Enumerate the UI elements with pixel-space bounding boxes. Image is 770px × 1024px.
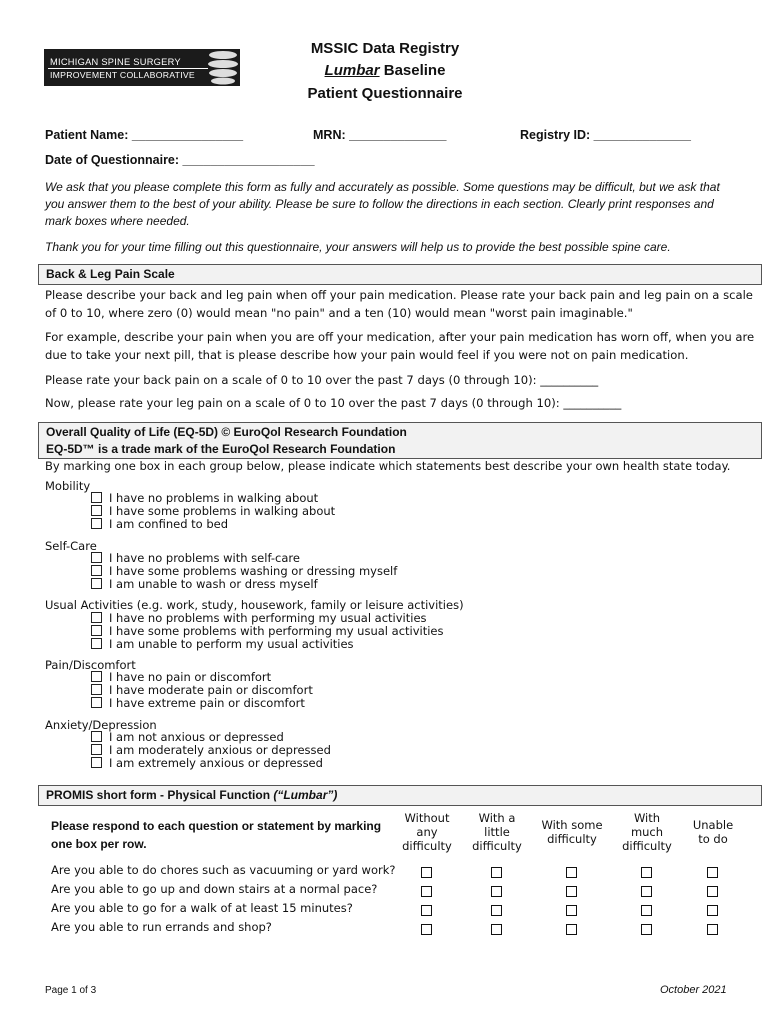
q2-unable-checkbox[interactable] [707, 886, 718, 897]
q4-without-any-difficulty-checkbox[interactable] [421, 924, 432, 935]
title-line-1: MSSIC Data Registry [310, 40, 460, 57]
option-label: I have extreme pain or discomfort [109, 696, 305, 710]
promis-question-1: Are you able to do chores such as vacuuming or yard work? [51, 863, 396, 877]
anxiety-depression-option-3[interactable] [91, 757, 323, 770]
eq5d-section-header [38, 422, 762, 459]
column-with-a-little-difficulty: With a little difficulty [472, 811, 522, 853]
anxiety-depression-label: Anxiety/Depression [45, 718, 157, 732]
pain-section-header: Back & Leg Pain Scale [38, 264, 762, 285]
logo-line-2: IMPROVEMENT COLLABORATIVE [50, 70, 195, 80]
checkbox[interactable] [91, 731, 102, 742]
self-care-option-3[interactable] [91, 578, 318, 591]
q1-little-difficulty-checkbox[interactable] [491, 867, 502, 878]
title-baseline: Baseline [379, 62, 446, 79]
q1-unable-checkbox[interactable] [707, 867, 718, 878]
checkbox[interactable] [91, 671, 102, 682]
back-pain-rating-field[interactable]: Please rate your back pain on a scale of 0 to 10 over the past 7 days (0 through 10): __________ [45, 373, 599, 387]
q2-some-difficulty-checkbox[interactable] [566, 886, 577, 897]
option-label: I have no problems in walking about [109, 491, 319, 505]
option-label: I am confined to bed [109, 517, 229, 531]
checkbox[interactable] [91, 697, 102, 708]
logo-divider [48, 68, 208, 69]
checkbox[interactable] [91, 757, 102, 768]
q4-much-difficulty-checkbox[interactable] [641, 924, 652, 935]
q2-little-difficulty-checkbox[interactable] [491, 886, 502, 897]
option-label: I have some problems washing or dressing myself [109, 564, 398, 578]
checkbox[interactable] [91, 505, 102, 516]
q1-without-any-difficulty-checkbox[interactable] [421, 867, 432, 878]
column-with-much-difficulty: With much difficulty [622, 811, 672, 853]
q3-little-difficulty-checkbox[interactable] [491, 905, 502, 916]
checkbox[interactable] [91, 552, 102, 563]
q3-without-any-difficulty-checkbox[interactable] [421, 905, 432, 916]
q3-unable-checkbox[interactable] [707, 905, 718, 916]
promis-question-3: Are you able to go for a walk of at least 15 minutes? [51, 901, 353, 915]
option-label: I am unable to wash or dress myself [109, 577, 318, 591]
eq5d-header-title: Overall Quality of Life (EQ-5D) © EuroQol Research Foundation [46, 425, 407, 439]
title-line-2 [250, 60, 520, 82]
q3-some-difficulty-checkbox[interactable] [566, 905, 577, 916]
checkbox[interactable] [91, 612, 102, 623]
self-care-label: Self-Care [45, 539, 97, 553]
patient-name-field[interactable]: Patient Name: ________________ [45, 128, 244, 142]
option-label: I am unable to perform my usual activities [109, 637, 354, 651]
pain-discomfort-label: Pain/Discomfort [45, 658, 136, 672]
checkbox[interactable] [91, 565, 102, 576]
mobility-option-3[interactable] [91, 518, 228, 531]
page-number: Page 1 of 3 [45, 985, 97, 996]
logo-line-1: MICHIGAN SPINE SURGERY [50, 57, 181, 67]
title-lumbar: Lumbar [324, 62, 380, 79]
q4-unable-checkbox[interactable] [707, 924, 718, 935]
pain-instructions: Please describe your back and leg pain when off your pain medication. Please rate your back pain and leg pain on a scale of 0 to 10, where zero (0) would mean "no pain" and a ten (10) would mean "worst pain imaginable." [45, 288, 753, 320]
promis-header-lumbar: (“Lumbar”) [273, 788, 338, 802]
mrn-field[interactable]: MRN: ______________ [313, 128, 447, 142]
checkbox[interactable] [91, 744, 102, 755]
option-label: I am moderately anxious or depressed [109, 743, 331, 757]
pain-example: For example, describe your pain when you are off your medication, after your pain medication has worn off, when you are due to take your next pill, that is please describe how your pain would feel if you were not on pain medication. [45, 330, 755, 362]
promis-question-2: Are you able to go up and down stairs at a normal pace? [51, 882, 378, 896]
footer-date: October 2021 [660, 984, 727, 996]
option-label: I have no problems with performing my usual activities [109, 611, 427, 625]
column-with-some-difficulty: With some difficulty [541, 818, 603, 846]
eq5d-trademark: EQ-5D™ is a trade mark of the EuroQol Research Foundation [46, 442, 396, 456]
thank-you-paragraph: Thank you for your time filling out this questionnaire, your answers will help us to provide the best possible spine care. [45, 240, 671, 254]
column-without-any-difficulty: Without any difficulty [402, 811, 452, 853]
title-line-3: Patient Questionnaire [307, 85, 463, 102]
intro-paragraph: We ask that you please complete this form as fully and accurately as possible. Some questions may be difficult, but we ask that you answer them to the best of your ability. Please be sure to follow the directions in each section. Clearly print responses and mark boxes where needed. [45, 180, 720, 228]
checkbox[interactable] [91, 492, 102, 503]
option-label: I have moderate pain or discomfort [109, 683, 313, 697]
promis-section-header [38, 785, 762, 806]
option-label: I have no problems with self-care [109, 551, 300, 565]
usual-activities-label: Usual Activities (e.g. work, study, housework, family or leisure activities) [45, 598, 464, 612]
promis-question-4: Are you able to run errands and shop? [51, 920, 272, 934]
promis-instruction: Please respond to each question or statement by marking one box per row. [51, 819, 382, 851]
option-label: I have no pain or discomfort [109, 670, 272, 684]
checkbox[interactable] [91, 684, 102, 695]
checkbox[interactable] [91, 518, 102, 529]
logo-spine-icon [206, 49, 240, 86]
promis-header-title: PROMIS short form - Physical Function [46, 788, 274, 802]
checkbox[interactable] [91, 578, 102, 589]
mssic-logo [44, 49, 240, 86]
checkbox[interactable] [91, 625, 102, 636]
eq5d-instruction: By marking one box in each group below, please indicate which statements best describe your own health state today. [45, 459, 731, 473]
q4-little-difficulty-checkbox[interactable] [491, 924, 502, 935]
pain-discomfort-option-3[interactable] [91, 697, 305, 710]
option-label: I am not anxious or depressed [109, 730, 284, 744]
q3-much-difficulty-checkbox[interactable] [641, 905, 652, 916]
date-field[interactable]: Date of Questionnaire: ___________________ [45, 153, 315, 167]
q2-without-any-difficulty-checkbox[interactable] [421, 886, 432, 897]
registry-id-field[interactable]: Registry ID: ______________ [520, 128, 691, 142]
option-label: I have some problems with performing my usual activities [109, 624, 444, 638]
mobility-label: Mobility [45, 479, 91, 493]
q1-some-difficulty-checkbox[interactable] [566, 867, 577, 878]
q4-some-difficulty-checkbox[interactable] [566, 924, 577, 935]
column-unable-to-do: Unable to do [692, 818, 734, 846]
leg-pain-rating-field[interactable]: Now, please rate your leg pain on a scale of 0 to 10 over the past 7 days (0 through 10): __________ [45, 396, 622, 410]
q1-much-difficulty-checkbox[interactable] [641, 867, 652, 878]
usual-activities-option-3[interactable] [91, 638, 354, 651]
option-label: I am extremely anxious or depressed [109, 756, 323, 770]
option-label: I have some problems in walking about [109, 504, 336, 518]
checkbox[interactable] [91, 638, 102, 649]
q2-much-difficulty-checkbox[interactable] [641, 886, 652, 897]
